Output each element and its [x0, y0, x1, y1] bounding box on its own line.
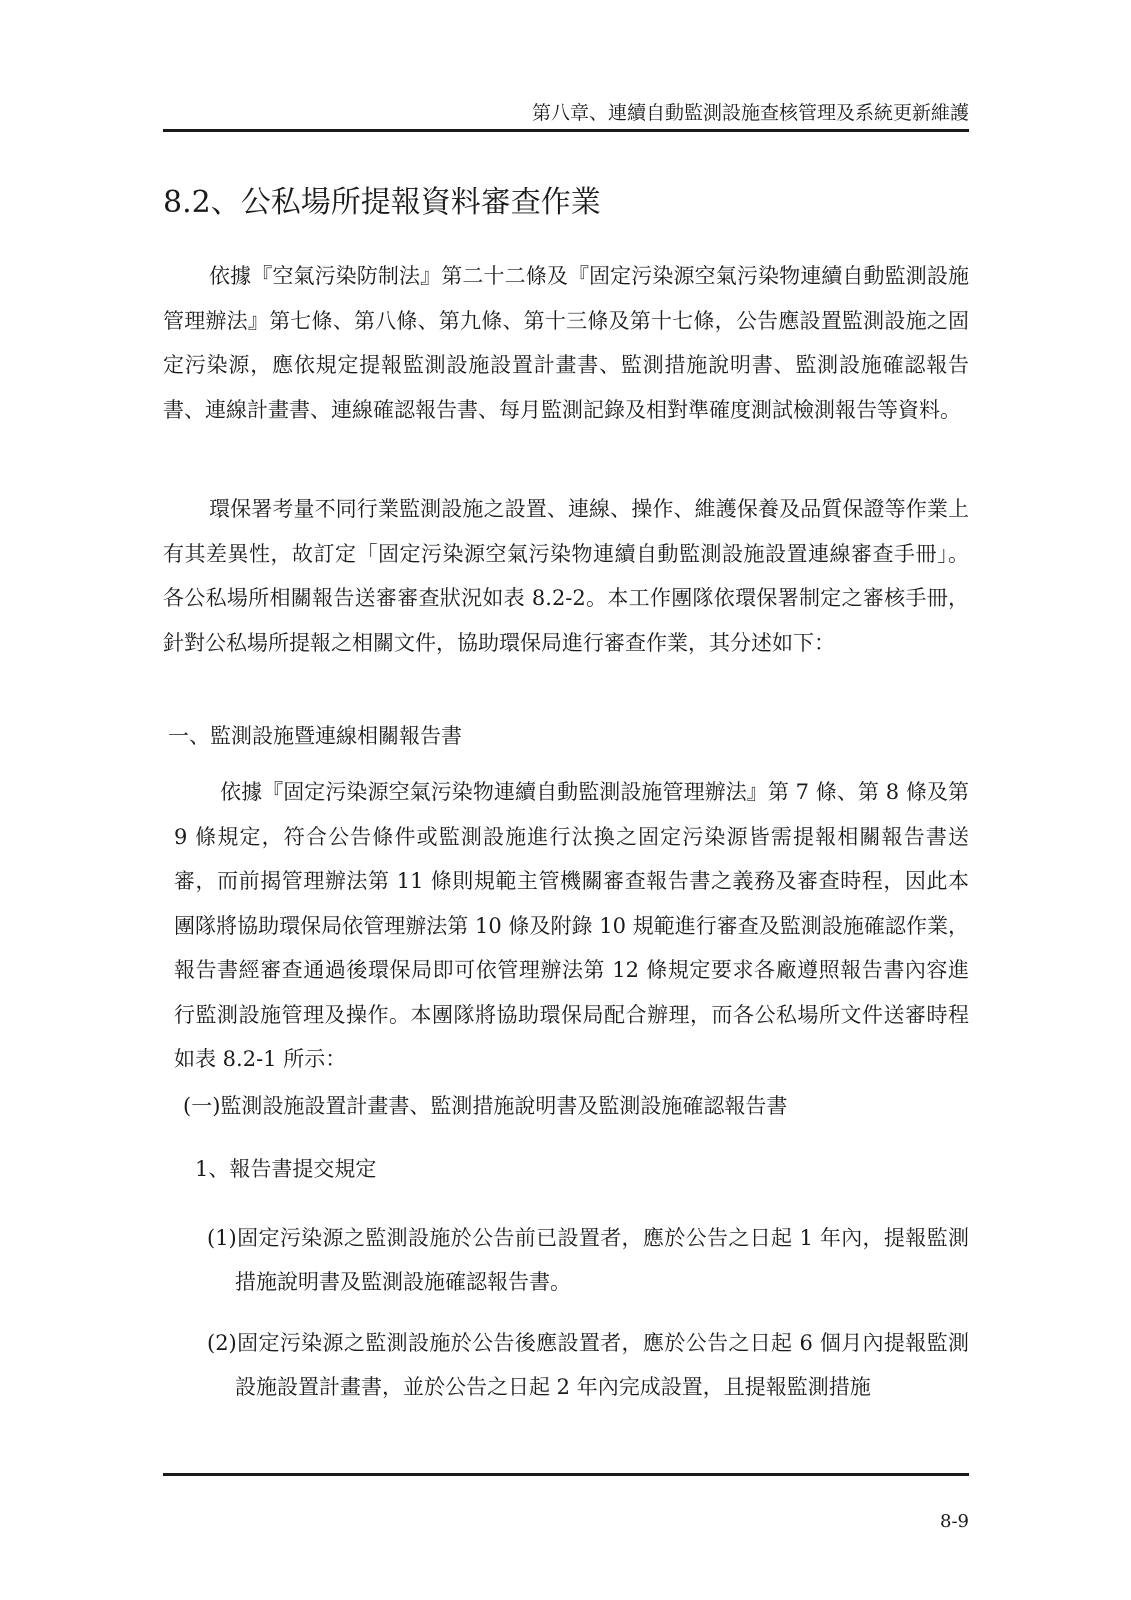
heading-submission-rules: 1、報告書提交規定 [195, 1157, 377, 1181]
list-item: (1)固定污染源之監測設施於公告前已設置者，應於公告之日起 1 年內，提報監測措施說明書及監測設施確認報告書。 [207, 1226, 969, 1294]
paragraph-regulations: 依據『固定污染源空氣污染物連續自動監測設施管理辦法』第 7 條、第 8 條及第 9 條規定，符合公告條件或監測設施進行汰換之固定污染源皆需提報相關報告書送審，而前揭管理辦法第 11 條則規範主管機關審查報告書之義務及審查時程，因此本團隊將協助環保局依管理辦法第 10 條及附錄 10 規範進行審查及監測設施確認作業，報告書經審查通過後環保局即可依管理辦法第 12 條規定要求各廠遵照報告書內容進行監測設施管理及操作。本團隊將協助環保局配合辦理，而各公私場所文件送審時程如表 8.2-1 所示： [174, 780, 969, 1071]
paragraph-review-manual: 環保署考量不同行業監測設施之設置、連線、操作、維護保養及品質保證等作業上有其差異性，故訂定「固定污染源空氣污染物連續自動監測設施設置連線審查手冊」。各公私場所相關報告送審審查狀況如表 8.2-2。本工作團隊依環保署制定之審核手冊，針對公私場所提報之相關文件，協助環保局進行審查作業，其分述如下： [163, 497, 969, 655]
heading-monitoring-reports: 一、監測設施暨連線相關報告書 [168, 724, 462, 748]
list-item: (2)固定污染源之監測設施於公告後應設置者，應於公告之日起 6 個月內提報監測設施設置計畫書，並於公告之日起 2 年內完成設置，且提報監測措施 [207, 1331, 969, 1399]
paragraph-legal-basis: 依據『空氣污染防制法』第二十二條及『固定污染源空氣污染物連續自動監測設施管理辦法』第七條、第八條、第九條、第十三條及第十七條，公告應設置監測設施之固定污染源，應依規定提報監測設施設置計畫書、監測措施說明書、監測設施確認報告書、連線計畫書、連線確認報告書、每月監測記錄及相對準確度測試檢測報告等資料。 [163, 264, 969, 422]
header-rule [163, 129, 969, 132]
footer-rule [163, 1473, 969, 1476]
page-number: 8-9 [940, 1511, 969, 1532]
section-title: 8.2、公私場所提報資料審查作業 [163, 185, 601, 220]
heading-plan-documents: (一)監測設施設置計畫書、監測措施說明書及監測設施確認報告書 [183, 1094, 788, 1118]
running-header: 第八章、連續自動監測設施查核管理及系統更新維護 [531, 102, 969, 124]
